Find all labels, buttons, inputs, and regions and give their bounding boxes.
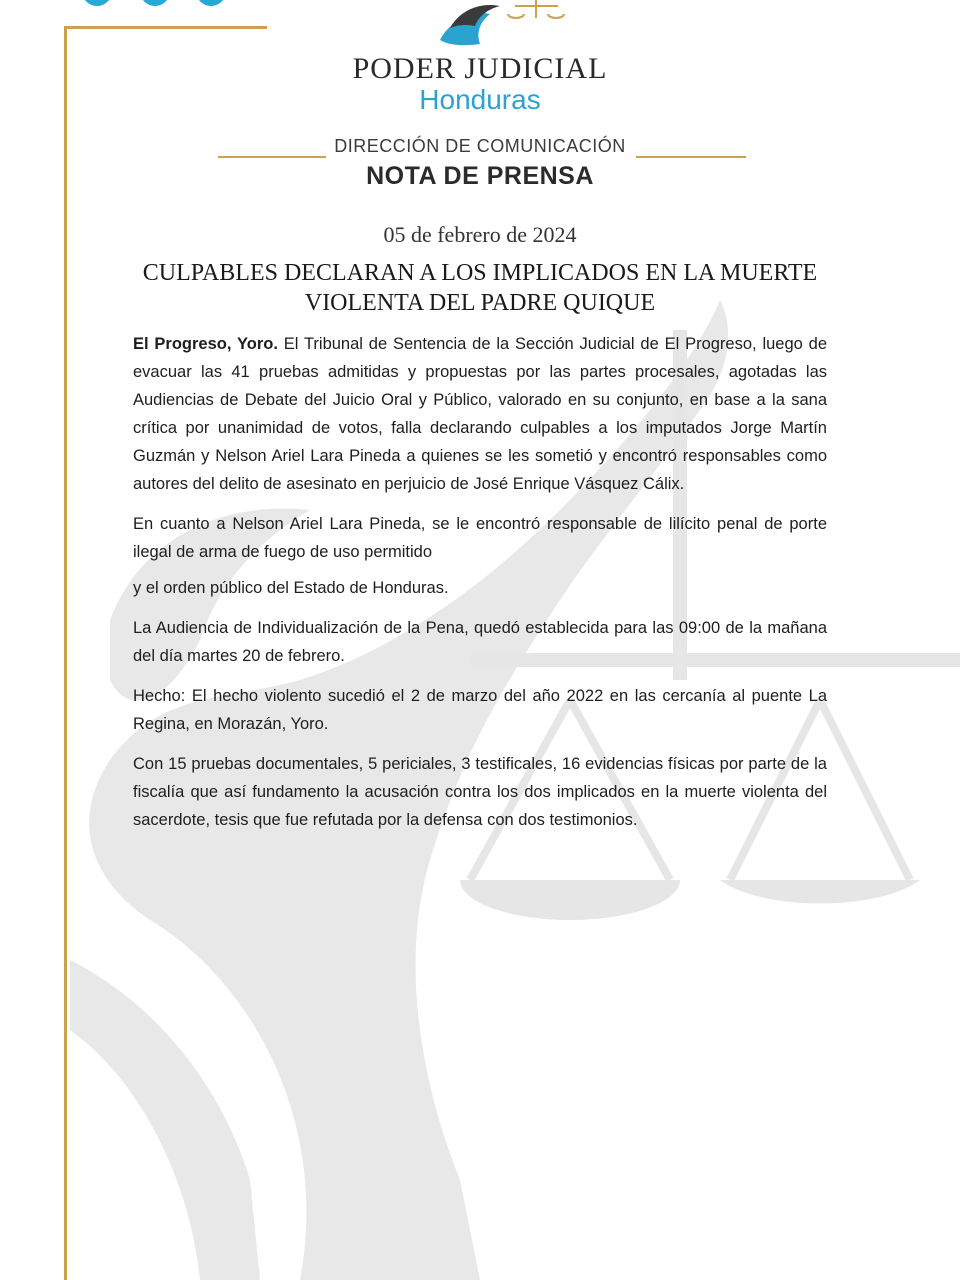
paragraph-6: Con 15 pruebas documentales, 5 periciales, 3 testificales, 16 evidencias físicas por parte de la fiscalía que así fundamento la acusación contra los dos implicados en la muerte violenta del sacerdote, tesis que fue refutada por la defensa con dos testimonios. [133,755,827,829]
press-body [133,330,827,846]
dateline: El Progreso, Yoro. [133,335,278,353]
paragraph-1-text: El Tribunal de Sentencia de la Sección Judicial de El Progreso, luego de evacuar las 41 pruebas admitidas y propuestas por las partes procesales, agotadas las Audiencias de Debate del Juicio Oral y Público, valorado en su conjunto, en base a la sana crítica por unanimidad de votos, falla declarando culpables a los imputados Jorge Martín Guzmán y Nelson Ariel Lara Pineda a quienes se les sometió y encontró responsables como autores del delito de asesinato en perjuicio de José Enrique Vásquez Cálix. [133,335,827,493]
paragraph-4: La Audiencia de Individualización de la Pena, quedó establecida para las 09:00 de la mañana del día martes 20 de febrero. [133,619,827,665]
paragraph-3: y el orden público del Estado de Honduras. [133,579,449,597]
gold-frame-horizontal [64,26,267,29]
paragraph-2: En cuanto a Nelson Ariel Lara Pineda, se le encontró responsable de lilícito penal de porte ilegal de arma de fuego de uso permitido [133,515,827,561]
gold-frame-vertical [64,26,67,1280]
press-date: 05 de febrero de 2024 [383,222,577,247]
brand-country: Honduras [419,84,541,115]
headline: CULPABLES DECLARAN A LOS IMPLICADOS EN LA MUERTE VIOLENTA DEL PADRE QUIQUE [142,260,818,316]
document-type: NOTA DE PRENSA [366,162,594,190]
paragraph-5: Hecho: El hecho violento sucedió el 2 de marzo del año 2022 en las cercanía al puente La Regina, en Morazán, Yoro. [133,687,827,733]
department-label: DIRECCIÓN DE COMUNICACIÓN [334,136,626,156]
logo-emblem-icon [430,0,570,52]
paragraph-1 [133,330,827,498]
brand-name: PODER JUDICIAL [352,52,608,85]
